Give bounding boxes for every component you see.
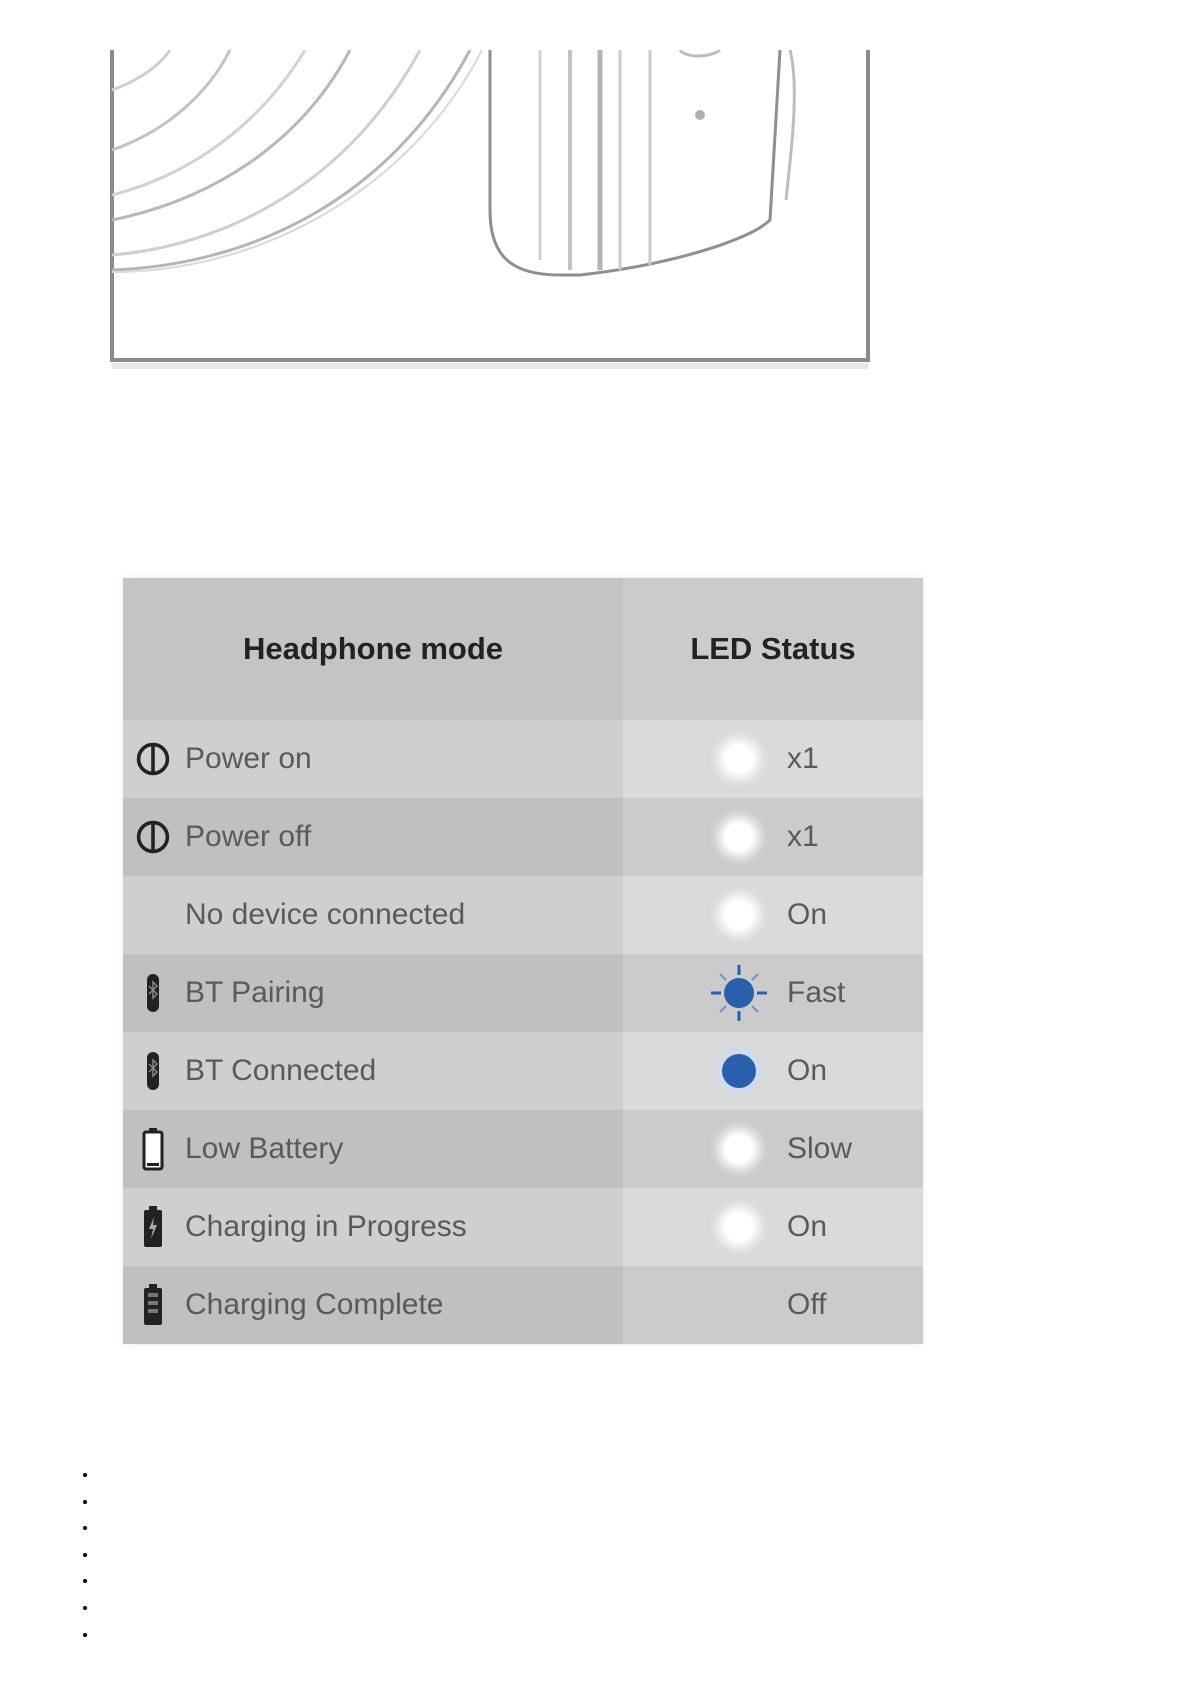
led-white-indicator (724, 744, 754, 774)
status-label: On (787, 1054, 828, 1087)
mode-label: BT Connected (185, 1054, 377, 1087)
table-row (123, 798, 923, 876)
mode-cell (123, 954, 623, 1032)
table-row (123, 720, 923, 798)
table-row (123, 1032, 923, 1110)
status-cell (623, 954, 923, 1032)
status-cell (623, 1110, 923, 1188)
mode-cell (123, 720, 623, 798)
header-led-status: LED Status (623, 578, 923, 720)
status-label: Fast (787, 976, 846, 1009)
battery-full-icon (135, 1283, 171, 1327)
mode-label: No device connected (185, 898, 466, 931)
status-label: On (787, 898, 828, 931)
bluetooth-icon (135, 1049, 171, 1093)
power-icon (135, 737, 171, 781)
table-header-row (123, 578, 923, 720)
led-white-indicator (724, 1212, 754, 1242)
status-cell (623, 1188, 923, 1266)
mode-label: Power on (185, 742, 312, 775)
status-cell (623, 1032, 923, 1110)
mode-label: Charging in Progress (185, 1210, 467, 1243)
mode-cell (123, 1188, 623, 1266)
header-headphone-mode: Headphone mode (123, 578, 623, 720)
table-row (123, 1188, 923, 1266)
headphone-case-illustration (110, 50, 870, 390)
led-blue-flashing-indicator (709, 963, 769, 1023)
blank-icon-slot (135, 893, 171, 937)
table-row (123, 876, 923, 954)
table-row (123, 1110, 923, 1188)
mode-cell (123, 1110, 623, 1188)
status-label: x1 (787, 820, 819, 853)
table-row (123, 954, 923, 1032)
mode-label: Low Battery (185, 1132, 344, 1165)
mode-cell (123, 1266, 623, 1344)
status-cell (623, 798, 923, 876)
led-status-table (123, 578, 923, 1344)
power-icon (135, 815, 171, 859)
status-label: Slow (787, 1132, 853, 1165)
status-cell (623, 876, 923, 954)
led-blue-indicator (722, 1054, 756, 1088)
mode-label: Charging Complete (185, 1288, 444, 1321)
mode-cell (123, 876, 623, 954)
mode-cell (123, 798, 623, 876)
status-label: x1 (787, 742, 819, 775)
status-cell (623, 720, 923, 798)
battery-charging-icon (135, 1205, 171, 1249)
mode-label: Power off (185, 820, 312, 853)
mode-label: BT Pairing (185, 976, 325, 1009)
mode-cell (123, 1032, 623, 1110)
led-white-indicator (724, 822, 754, 852)
bluetooth-icon (135, 971, 171, 1015)
status-label: Off (787, 1288, 827, 1321)
bullet-list (70, 1462, 98, 1648)
table-row (123, 1266, 923, 1344)
battery-low-icon (135, 1127, 171, 1171)
led-white-indicator (724, 900, 754, 930)
led-off-slot (709, 1275, 769, 1335)
led-white-indicator (724, 1134, 754, 1164)
status-label: On (787, 1210, 828, 1243)
status-cell (623, 1266, 923, 1344)
